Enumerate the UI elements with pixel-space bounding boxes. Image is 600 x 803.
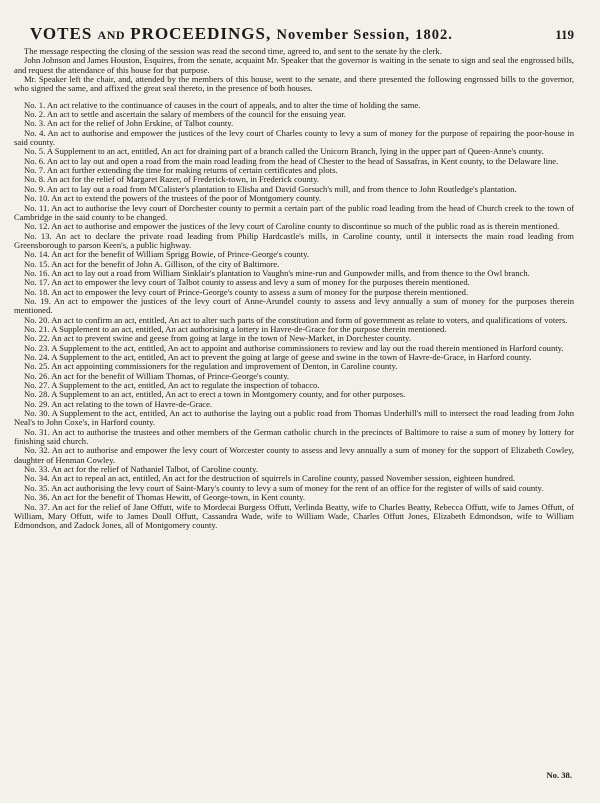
bill-item: No. 21. A Supplement to an act, entitled, An act authorising a lottery in Havre-de-Grace for the purpose therein mentioned. xyxy=(24,323,447,334)
session-year: 1802. xyxy=(415,27,453,43)
intro-paragraph: Mr. Speaker left the chair, and, attended by the members of this house, went to the senate, and there presented the following engrossed bills to the governor, who signed the same, and affixed the great seal thereto, in the presence of both houses. xyxy=(14,74,574,94)
bill-item: No. 17. An act to empower the levy court of Talbot county to assess and levy a sum of money for the purposes therein mentioned. xyxy=(24,277,470,288)
title-word-and: AND xyxy=(97,28,126,42)
page-header xyxy=(14,24,574,44)
title-word-proceedings: PROCEEDINGS, xyxy=(130,24,272,43)
session-label: November Session, xyxy=(276,27,411,43)
bill-list xyxy=(14,101,574,531)
bill-item: No. 16. An act to lay out a road from William Sinklair's plantation to Vaughn's mine-run and Gunpowder mills, and from thence to the Owl branch. xyxy=(24,267,530,278)
bill-item: No. 26. An act for the benefit of William Thomas, of Prince-George's county. xyxy=(24,370,290,381)
bill-item: No. 11. An act to authorise the levy court of Dorchester county to permit a certain part of the public road leading from the head of Church creek to the town of Cambridge in the said county to be changed. xyxy=(14,202,574,222)
bill-item: No. 36. An act for the benefit of Thomas Hewitt, of George-town, in Kent county. xyxy=(24,492,305,503)
intro-paragraph: The message respecting the closing of the session was read the second time, agreed to, and sent to the senate by the clerk. xyxy=(24,46,442,56)
bill-item: No. 14. An act for the benefit of William Sprigg Bowie, of Prince-George's county. xyxy=(24,249,310,260)
bill-item: No. 35. An act authorising the levy court of Saint-Mary's county to levy a sum of money for the rent of an office for the register of wills of said county. xyxy=(24,482,544,493)
bill-item: No. 33. An act for the relief of Nathaniel Talbot, of Caroline county. xyxy=(24,464,258,475)
bill-item: No. 5. A Supplement to an act, entitled, An act for draining part of a branch called the Unicorn Branch, lying in the upper part of Queen-Anne's county. xyxy=(24,146,544,157)
bill-item: No. 6. An act to lay out and open a road from the main road leading from the head of Chester to the head of Sassafras, in Kent county, to the Delaware line. xyxy=(24,155,559,166)
bill-item: No. 32. An act to authorise and empower the levy court of Worcester county to assess and levy annually a sum of money for the support of Elizabeth Cowley, daughter of Henman Cowley. xyxy=(14,445,574,465)
bill-item: No. 8. An act for the relief of Margaret Razer, of Frederick-town, in Frederick county. xyxy=(24,174,320,185)
bill-item: No. 25. An act appointing commissioners for the regulation and improvement of Denton, in Caroline county. xyxy=(24,361,398,372)
bill-item: No. 30. A Supplement to the act, entitled, An act to authorise the laying out a public road from Thomas Underhill's mill to intersect the road leading from John Neal's to John Coxe's, in Harford county. xyxy=(14,408,574,428)
bill-item: No. 22. An act to prevent swine and geese from going at large in the town of New-Market, in Dorchester county. xyxy=(24,333,411,344)
bill-item: No. 18. An act to empower the levy court of Prince-George's county to assess a sum of money for the purpose therein mentioned. xyxy=(24,286,469,297)
bill-item: No. 9. An act to lay out a road from M'Calister's plantation to Elisha and David Gorsuch's mill, and from thence to John Routledge's plantation. xyxy=(24,183,517,194)
bill-item: No. 1. An act relative to the continuance of causes in the court of appeals, and to alter the time of holding the same. xyxy=(24,99,421,110)
bill-item: No. 31. An act to authorise the trustees and other members of the German catholic church in the precincts of Baltimore to raise a sum of money by lottery for finishing said church. xyxy=(14,426,574,447)
title-word-votes: VOTES xyxy=(30,24,93,43)
bill-item: No. 2. An act to settle and ascertain the salary of members of the council for the ensuing year. xyxy=(24,109,346,120)
bill-item: No. 10. An act to extend the powers of the trustees of the poor of Montgomery county. xyxy=(24,193,322,204)
bill-item: No. 13. An act to declare the private road leading from Philip Hardcastle's mills, in Caroline county, until it intersects the main road leading from Greensborough to parson Keen's, a public highway. xyxy=(14,230,574,250)
bill-item: No. 24. A Supplement to the act, entitled, An act to prevent the going at large of geese and swine in the town of Havre-de-Grace, in Harford county. xyxy=(24,352,532,362)
bill-item: No. 19. An act to empower the justices of the levy court of Anne-Arundel county to assess and levy annually a sum of money for the purposes therein mentioned. xyxy=(14,295,574,316)
bill-item: No. 15. An act for the benefit of John A. Gillison, of the city of Baltimore. xyxy=(24,258,280,269)
bill-item: No. 29. An act relating to the town of Havre-de-Grace. xyxy=(24,398,213,409)
bill-item: No. 34. An act to repeal an act, entitled, An act for the destruction of squirrels in Caroline county, passed November session, eighteen hundred. xyxy=(24,473,516,484)
bill-item: No. 23. A Supplement to the act, entitled, An act to appoint and authorise commissioners to review and lay out the road therein mentioned in Harford county. xyxy=(24,342,564,353)
bill-item: No. 28. A Supplement to an act, entitled, An act to erect a town in Montgomery county, and for other purposes. xyxy=(24,389,406,400)
bill-item: No. 37. An act for the relief of Jane Offutt, wife to Mordecai Burgess Offutt, Verlinda Beatty, wife to Charles Beatty, Rebecca Offutt, wife to James Offutt, of William, Mary Offutt, wife to James Doull Offutt, Cassandra Wade, wife to William Wade, Charles Offutt Jones, Elizabeth Edmondson, wife to William Edmondson, and Zadock Jones, all of Montgomery county. xyxy=(14,501,574,531)
bill-item: No. 20. An act to confirm an act, entitled, An act to alter such parts of the constitution and form of government as relate to voters, and qualifications of voters. xyxy=(24,314,568,325)
page-title xyxy=(30,24,453,44)
bill-item: No. 27. A Supplement to the act, entitled, An act to regulate the inspection of tobacco. xyxy=(24,380,320,391)
bill-item: No. 7. An act further extending the time for making returns of certain certificates and plots. xyxy=(24,165,338,176)
page-number: 119 xyxy=(555,27,574,42)
bill-item: No. 3. An act for the relief of John Erskine, of Talbot county. xyxy=(24,118,234,129)
catchword: No. 38. xyxy=(546,770,572,780)
intro-paragraph: John Johnson and James Houston, Esquires, from the senate, acquaint Mr. Speaker that the governor is waiting in the senate to sign and seal the engrossed bills, and request the attendance of this house for that purpose. xyxy=(14,55,574,75)
bill-item: No. 12. An act to authorise and empower the justices of the levy court of Caroline county to discontinue so much of the public road as is therein mentioned. xyxy=(24,221,560,232)
bill-item: No. 4. An act to authorise and empower the justices of the levy court of Charles county to levy a sum of money for the purpose of repairing the poor-house in said county. xyxy=(14,127,574,148)
